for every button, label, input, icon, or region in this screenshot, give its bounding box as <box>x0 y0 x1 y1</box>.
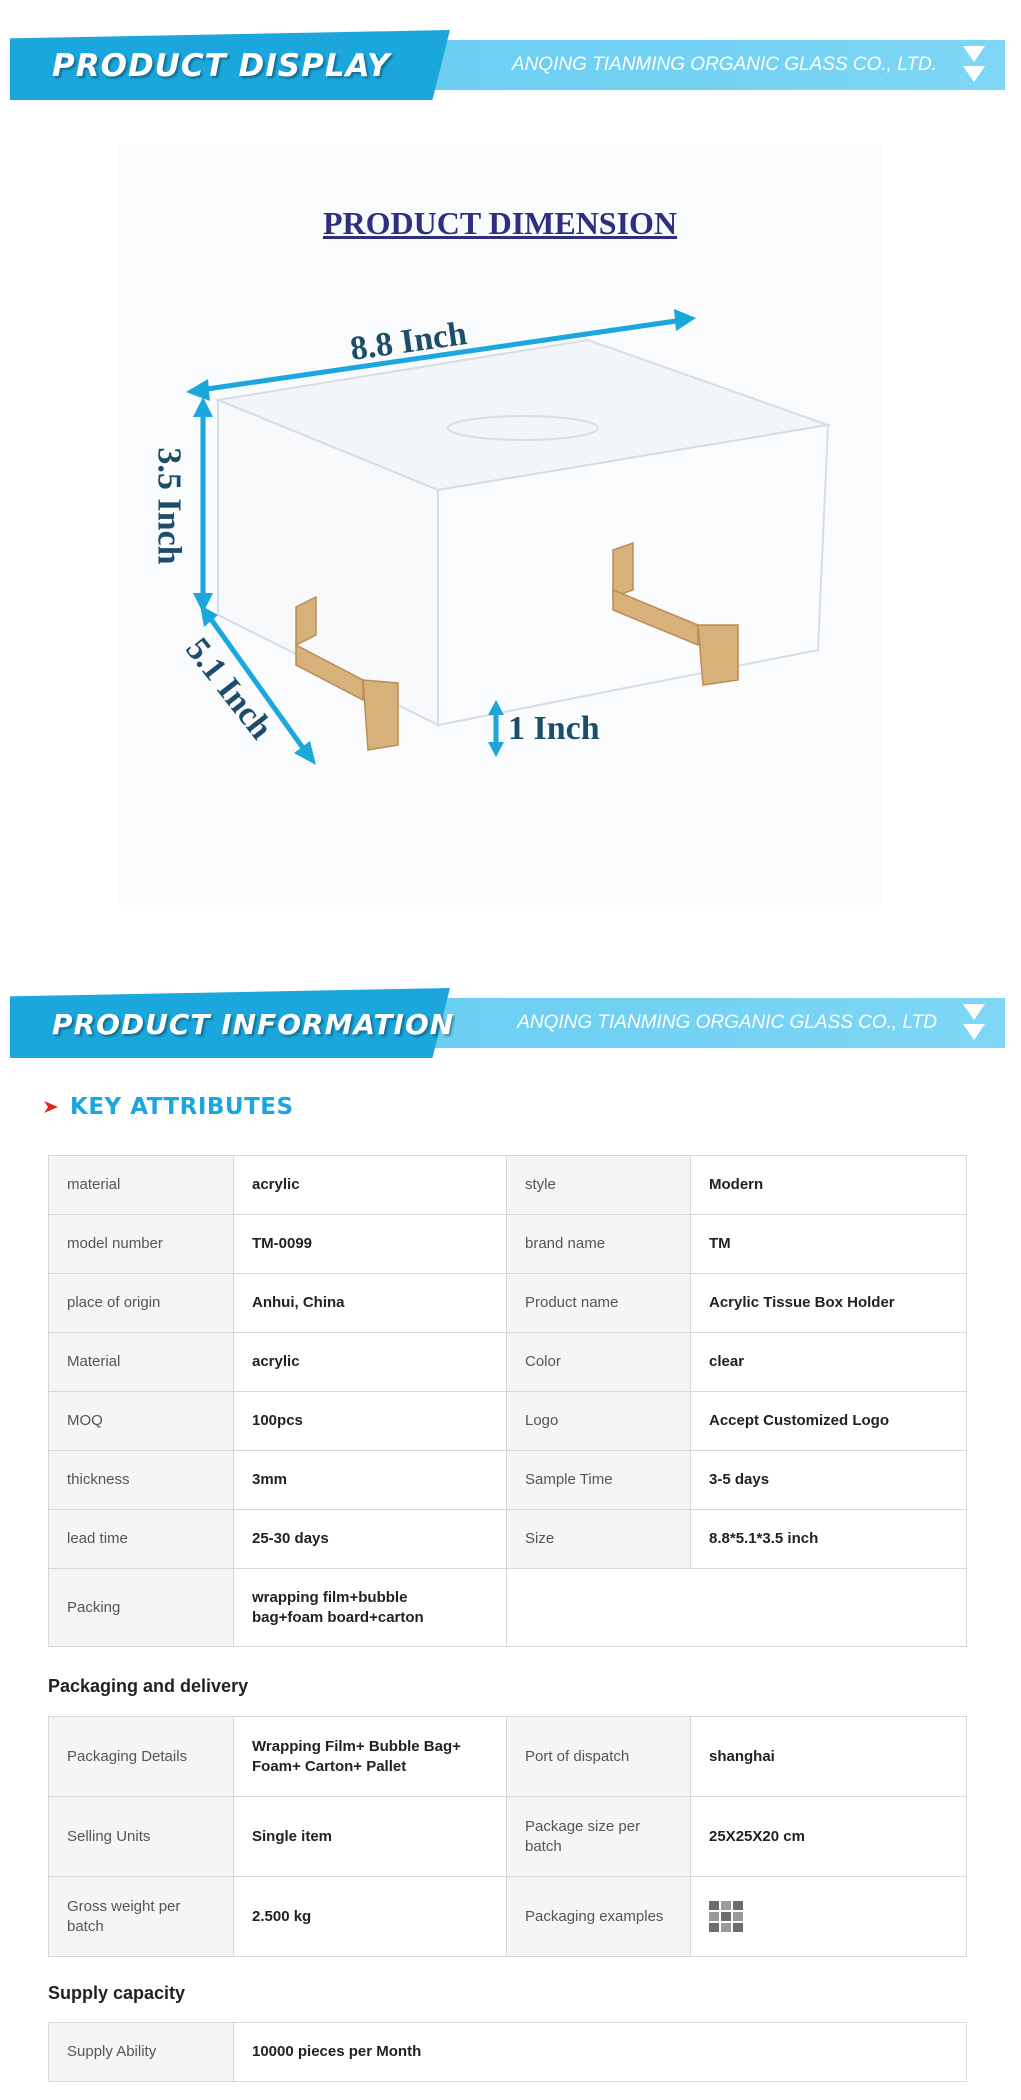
size-value: 8.8*5.1*3.5 inch <box>691 1510 967 1569</box>
table-row <box>49 1510 967 1569</box>
gross-weight-value: 2.500 kg <box>234 1877 507 1957</box>
material-value: acrylic <box>234 1156 507 1215</box>
table-row <box>49 1333 967 1392</box>
lead-time-value: 25-30 days <box>234 1510 507 1569</box>
company-name: ANQING TIANMING ORGANIC GLASS CO., LTD <box>517 1012 937 1033</box>
table-row <box>49 2023 967 2082</box>
port-of-dispatch-value: shanghai <box>691 1717 967 1797</box>
package-size-value: 25X25X20 cm <box>691 1797 967 1877</box>
supply-heading: Supply capacity <box>48 1983 186 2003</box>
packing-value: wrapping film+bubble bag+foam board+carton <box>234 1569 507 1647</box>
logo-label: Logo <box>507 1392 691 1451</box>
packaging-table <box>48 1716 967 1957</box>
selling-units-value: Single item <box>234 1797 507 1877</box>
product-information-title: PRODUCT INFORMATION <box>52 1008 455 1041</box>
table-row <box>49 1569 967 1647</box>
double-chevron-down-icon <box>961 1000 987 1046</box>
packaging-details-label: Packaging Details <box>49 1717 234 1797</box>
packaging-details-value: Wrapping Film+ Bubble Bag+ Foam+ Carton+ Pallet <box>234 1717 507 1797</box>
table-row <box>49 1797 967 1877</box>
packaging-examples-label: Packaging examples <box>507 1877 691 1957</box>
dimension-title: PRODUCT DIMENSION <box>322 205 678 241</box>
arrow-right-icon <box>44 1100 58 1114</box>
style-label: style <box>507 1156 691 1215</box>
supply-ability-label: Supply Ability <box>49 2023 234 2082</box>
leg-height-label: 1 Inch <box>508 710 600 747</box>
port-of-dispatch-label: Port of dispatch <box>507 1717 691 1797</box>
packing-label: Packing <box>49 1569 234 1647</box>
place-of-origin-label: place of origin <box>49 1274 234 1333</box>
empty-cell <box>507 1569 967 1647</box>
packaging-heading: Packaging and delivery <box>48 1676 249 1696</box>
table-row <box>49 1274 967 1333</box>
lead-time-label: lead time <box>49 1510 234 1569</box>
model-number-label: model number <box>49 1215 234 1274</box>
key-attributes-title: KEY ATTRIBUTES <box>70 1094 294 1120</box>
key-attributes-heading <box>44 1090 294 1124</box>
place-of-origin-value: Anhui, China <box>234 1274 507 1333</box>
table-row <box>49 1877 967 1957</box>
gross-weight-label: Gross weight per batch <box>49 1877 234 1957</box>
table-row <box>49 1215 967 1274</box>
height-dimension-label: 3.5 Inch <box>150 447 188 565</box>
brand-name-label: brand name <box>507 1215 691 1274</box>
moq-label: MOQ <box>49 1392 234 1451</box>
supply-ability-value: 10000 pieces per Month <box>234 2023 967 2082</box>
material-label: material <box>49 1156 234 1215</box>
product-display-banner <box>10 30 1005 100</box>
thickness-label: thickness <box>49 1451 234 1510</box>
double-chevron-down-icon <box>961 42 987 88</box>
color-label: Color <box>507 1333 691 1392</box>
product-dimension-image <box>118 145 882 905</box>
product-information-banner <box>10 988 1005 1058</box>
size-label: Size <box>507 1510 691 1569</box>
supply-table <box>48 2022 967 2082</box>
key-attributes-table <box>48 1155 967 1647</box>
packaging-examples-value <box>691 1877 967 1957</box>
product-name-value: Acrylic Tissue Box Holder <box>691 1274 967 1333</box>
selling-units-label: Selling Units <box>49 1797 234 1877</box>
width-dimension-label: 8.8 Inch <box>347 315 470 368</box>
material-value: acrylic <box>234 1333 507 1392</box>
logo-value: Accept Customized Logo <box>691 1392 967 1451</box>
moq-value: 100pcs <box>234 1392 507 1451</box>
product-display-title: PRODUCT DISPLAY <box>52 48 391 84</box>
thickness-value: 3mm <box>234 1451 507 1510</box>
sample-time-value: 3-5 days <box>691 1451 967 1510</box>
brand-name-value: TM <box>691 1215 967 1274</box>
product-name-label: Product name <box>507 1274 691 1333</box>
sample-time-label: Sample Time <box>507 1451 691 1510</box>
model-number-value: TM-0099 <box>234 1215 507 1274</box>
company-name: ANQING TIANMING ORGANIC GLASS CO., LTD. <box>511 54 937 75</box>
style-value: Modern <box>691 1156 967 1215</box>
packaging-example-thumbnails[interactable] <box>709 1901 948 1932</box>
tissue-box-illustration <box>118 145 882 905</box>
package-size-label: Package size per batch <box>507 1797 691 1877</box>
table-row <box>49 1451 967 1510</box>
table-row <box>49 1717 967 1797</box>
color-value: clear <box>691 1333 967 1392</box>
table-row <box>49 1156 967 1215</box>
table-row <box>49 1392 967 1451</box>
depth-dimension-label: 5.1 Inch <box>178 631 280 747</box>
material-label: Material <box>49 1333 234 1392</box>
